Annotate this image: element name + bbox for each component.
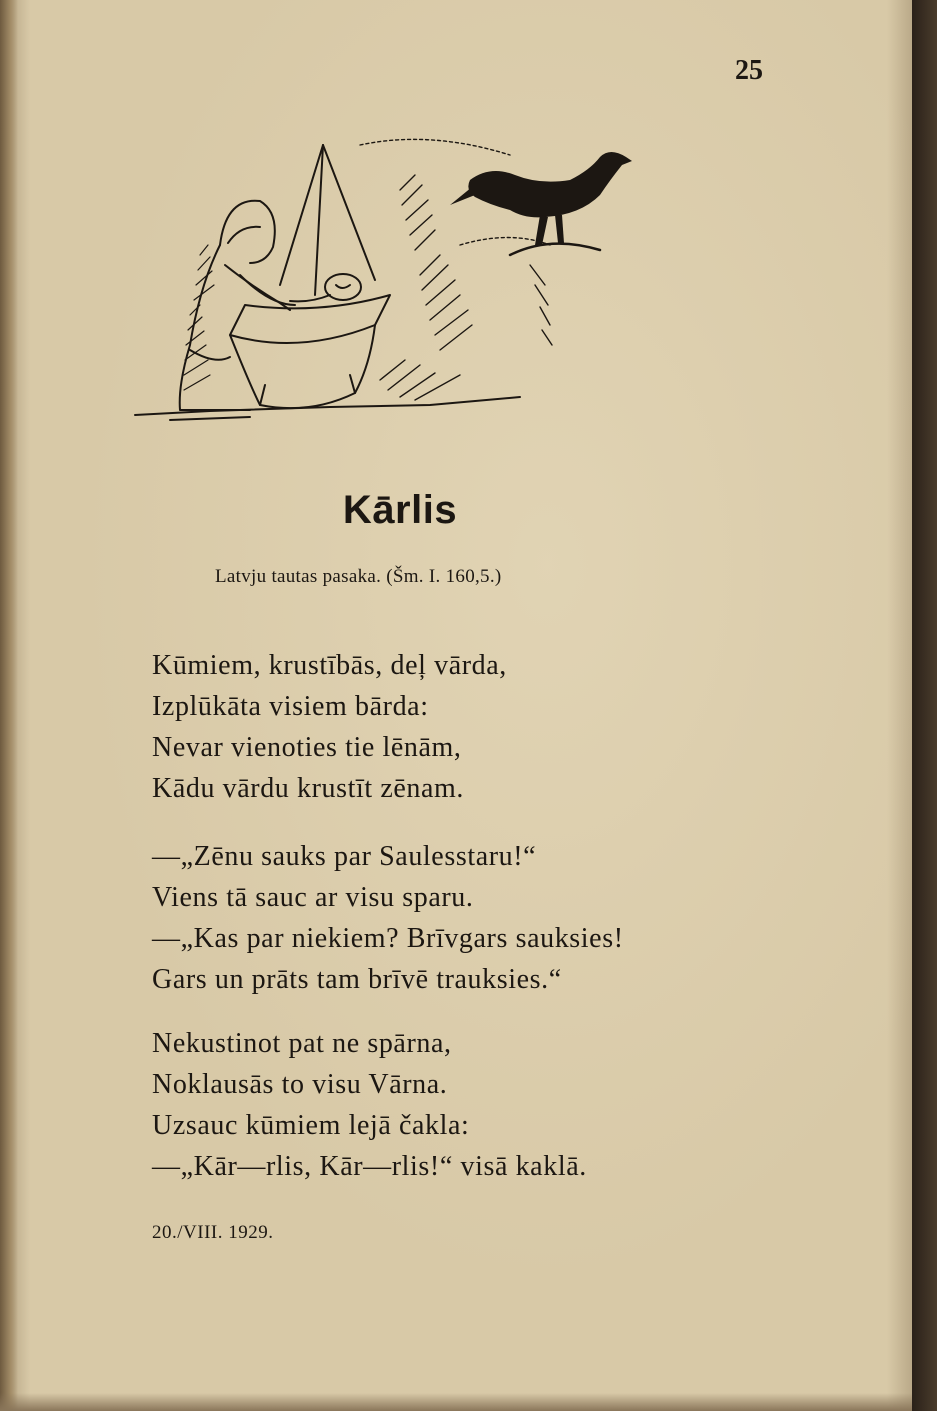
book-cover-edge: [912, 0, 937, 1411]
poem-source: Latvju tautas pasaka. (Šm. I. 160,5.): [215, 566, 502, 587]
stanza-1: [152, 645, 507, 809]
poem-line: Kādu vārdu krustīt zēnam.: [152, 773, 465, 804]
poem-date: 20./VIII. 1929.: [152, 1222, 274, 1243]
poem-line: Noklausās to visu Vārna.: [152, 1069, 448, 1100]
stanza-3: [152, 1023, 587, 1187]
poem-line: Nevar vienoties tie lēnām,: [152, 732, 462, 763]
poem-line: Gars un prāts tam brīvē trauksies.“: [152, 964, 562, 995]
poem-line: Nekustinot pat ne spārna,: [152, 1028, 452, 1059]
page-number: 25: [735, 55, 763, 86]
poem-line: Izplūkāta visiem bārda:: [152, 691, 429, 722]
crow-figure: [450, 152, 632, 245]
poem-title: Kārlis: [342, 488, 458, 532]
poem-line: —„Kār—rlis, Kār—rlis!“ visā kaklā.: [152, 1151, 587, 1182]
poem-line: Kūmiem, krustībās, deļ vārda,: [152, 650, 507, 681]
cradle-illustration: [130, 135, 640, 425]
poem-line: —„Kas par niekiem? Brīvgars sauksies!: [152, 923, 624, 954]
poem-line: Viens tā sauc ar visu sparu.: [152, 882, 474, 913]
stanza-2: [152, 836, 624, 1000]
poem-line: Uzsauc kūmiem lejā čakla:: [152, 1110, 470, 1141]
page-bottom-edge: [0, 1393, 912, 1411]
page-gutter-shadow: [0, 0, 18, 1411]
poem-line: —„Zēnu sauks par Saulesstaru!“: [152, 841, 537, 872]
